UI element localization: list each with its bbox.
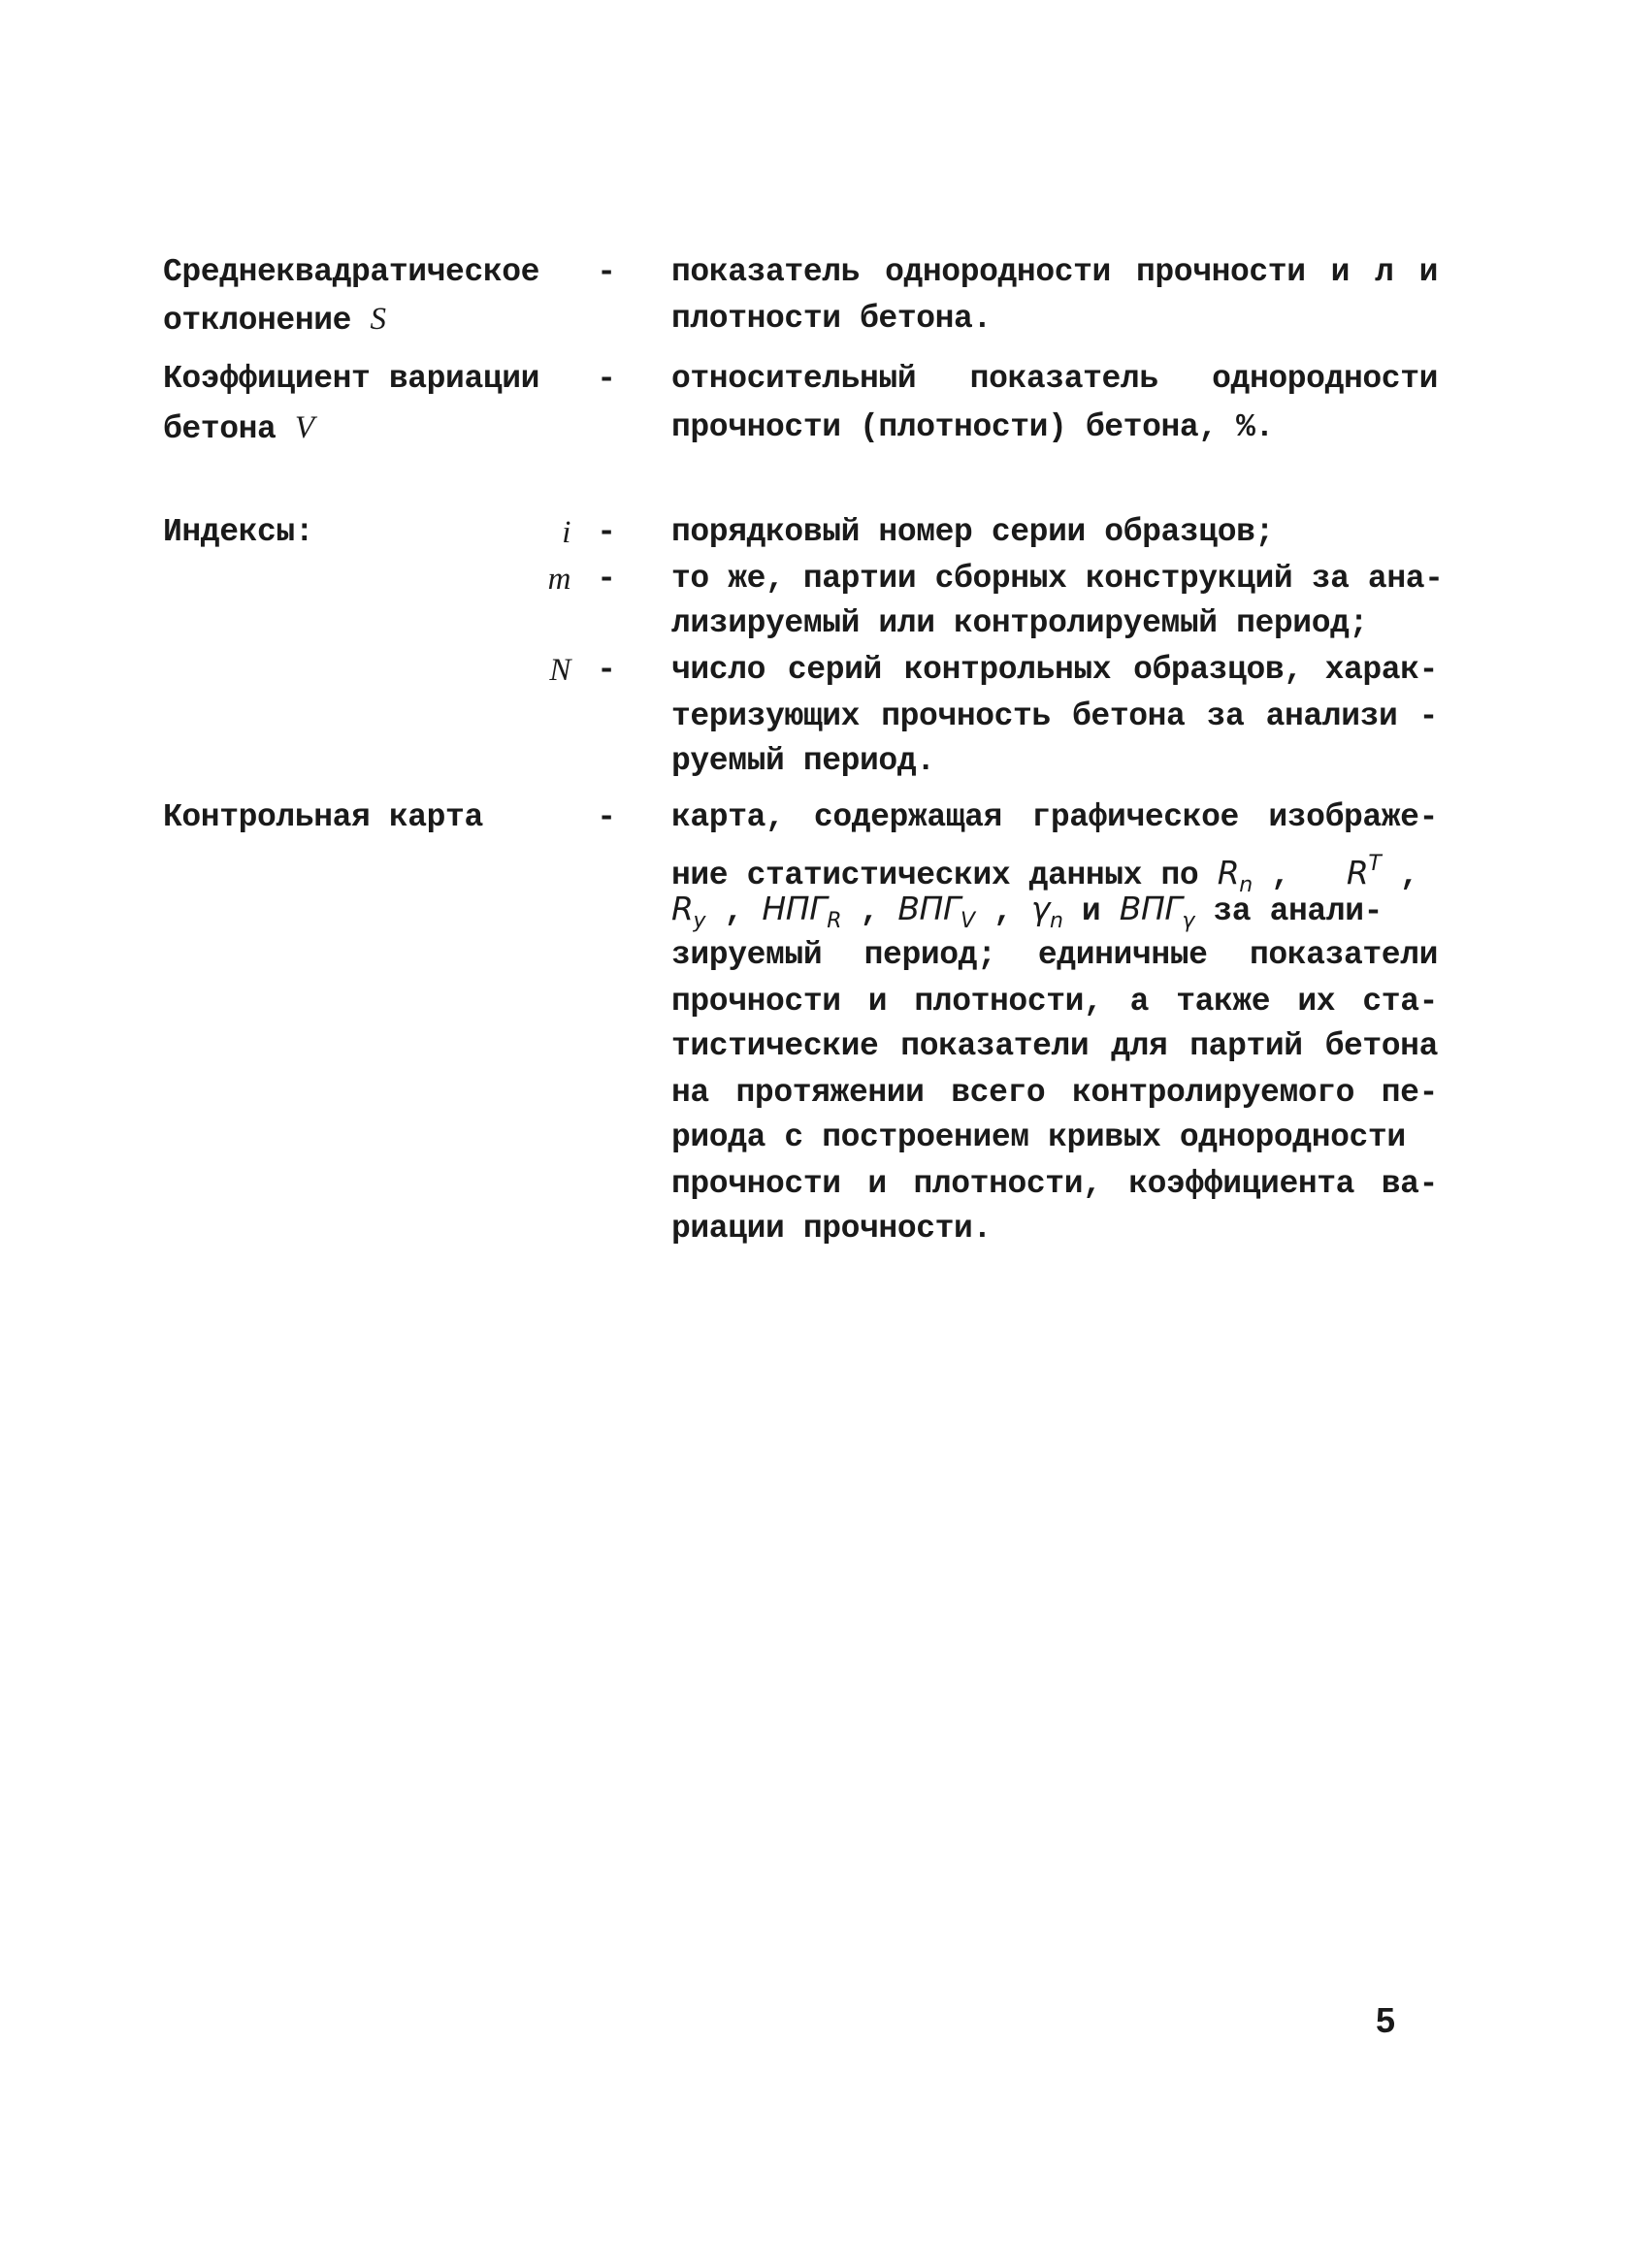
subscript: R [827,909,842,933]
def-index-i-line1: порядковый номер серии образцов; [671,514,1274,550]
def-chart-line3-tail: за анали- [1213,893,1384,929]
symbol-r: R [1217,854,1240,891]
subscript: y [693,909,706,933]
def-chart-line9: прочности и плотности, коэффициента ва- [671,1166,1438,1202]
def-chart-line2: ние статистических данных по $R_n$ , $R^T$ , [671,852,1419,897]
symbol-gamma-n [1030,890,1063,933]
symbol-r: R [671,890,694,927]
symbol-npg-r [762,890,842,933]
def-chart-line2-text: ние статистических данных по [671,858,1199,893]
and-word: и [1081,893,1101,929]
def-std-dev-line2: плотности бетона. [671,301,992,337]
def-std-dev-line1: показатель однородности прочности и л и [671,254,1438,290]
def-chart-line1: карта, содержащая графическое изображе- [671,799,1438,835]
dash: - [597,652,616,688]
superscript: T [1368,852,1382,876]
symbol-gamma: γ [1030,890,1050,927]
def-chart-line5: прочности и плотности, а также их ста- [671,984,1438,1020]
dash: - [597,561,616,597]
def-index-m-line1: то же, партии сборных конструкций за ана- [671,561,1444,597]
def-chart-line6: тистические показатели для партий бетона [671,1028,1438,1064]
def-chart-line4: зируемый период; единичные показатели [671,937,1438,973]
symbol-s: S [370,302,386,337]
index-n: N [549,653,570,688]
term-variation-word: бетона [163,411,277,447]
def-index-m-line2: лизируемый или контролируемый период; [671,605,1368,641]
term-variation-line2 [163,405,314,452]
symbol-v: V [294,410,314,445]
term-std-dev-line2 [163,297,386,343]
term-variation-line1: Коэффициент вариации [163,361,540,397]
symbol-vpg: ВПГ [1119,890,1183,927]
def-chart-line7: на протяжении всего контролируемого пе- [671,1075,1438,1111]
symbol-vpg-gamma [1119,890,1194,933]
symbol-vpg-v [897,890,975,933]
def-chart-line3: $R_y$ , $НПГ_R$ , $ВПГ_V$ , $\gamma_n$ и $ВПГ_\gamma$ за анали- [671,890,1384,933]
dash: - [597,799,616,835]
def-index-n-line3: руемый период. [671,743,935,779]
term-std-dev-line1: Среднеквадратическое [163,254,540,290]
def-variation-line2: прочности (плотности) бетона, %. [671,409,1274,445]
def-index-n-line1: число серий контрольных образцов, харак- [671,652,1438,688]
subscript: V [960,909,975,933]
symbol-r: R [1346,854,1369,891]
subscript: n [1049,909,1063,933]
dash: - [597,361,616,397]
def-chart-line10: риации прочности. [671,1211,992,1247]
term-control-chart: Контрольная карта [163,799,483,835]
def-variation-line1: относительный показатель однородности [671,361,1438,397]
subscript: n [1239,873,1253,897]
indices-label: Индексы: [163,514,314,550]
subscript: γ [1182,909,1194,933]
page-number: 5 [1376,2000,1396,2040]
dash: - [597,254,616,290]
term-std-dev-word: отклонение [163,303,352,339]
def-chart-line8: риода с построением кривых однородности [671,1119,1406,1155]
symbol-r-y [671,890,706,933]
symbol-npg: НПГ [762,890,828,927]
dash: - [597,514,616,550]
index-m: m [547,562,570,597]
index-i: i [562,515,570,550]
def-index-n-line2: теризующих прочность бетона за анализи - [671,698,1438,734]
symbol-vpg: ВПГ [897,890,961,927]
